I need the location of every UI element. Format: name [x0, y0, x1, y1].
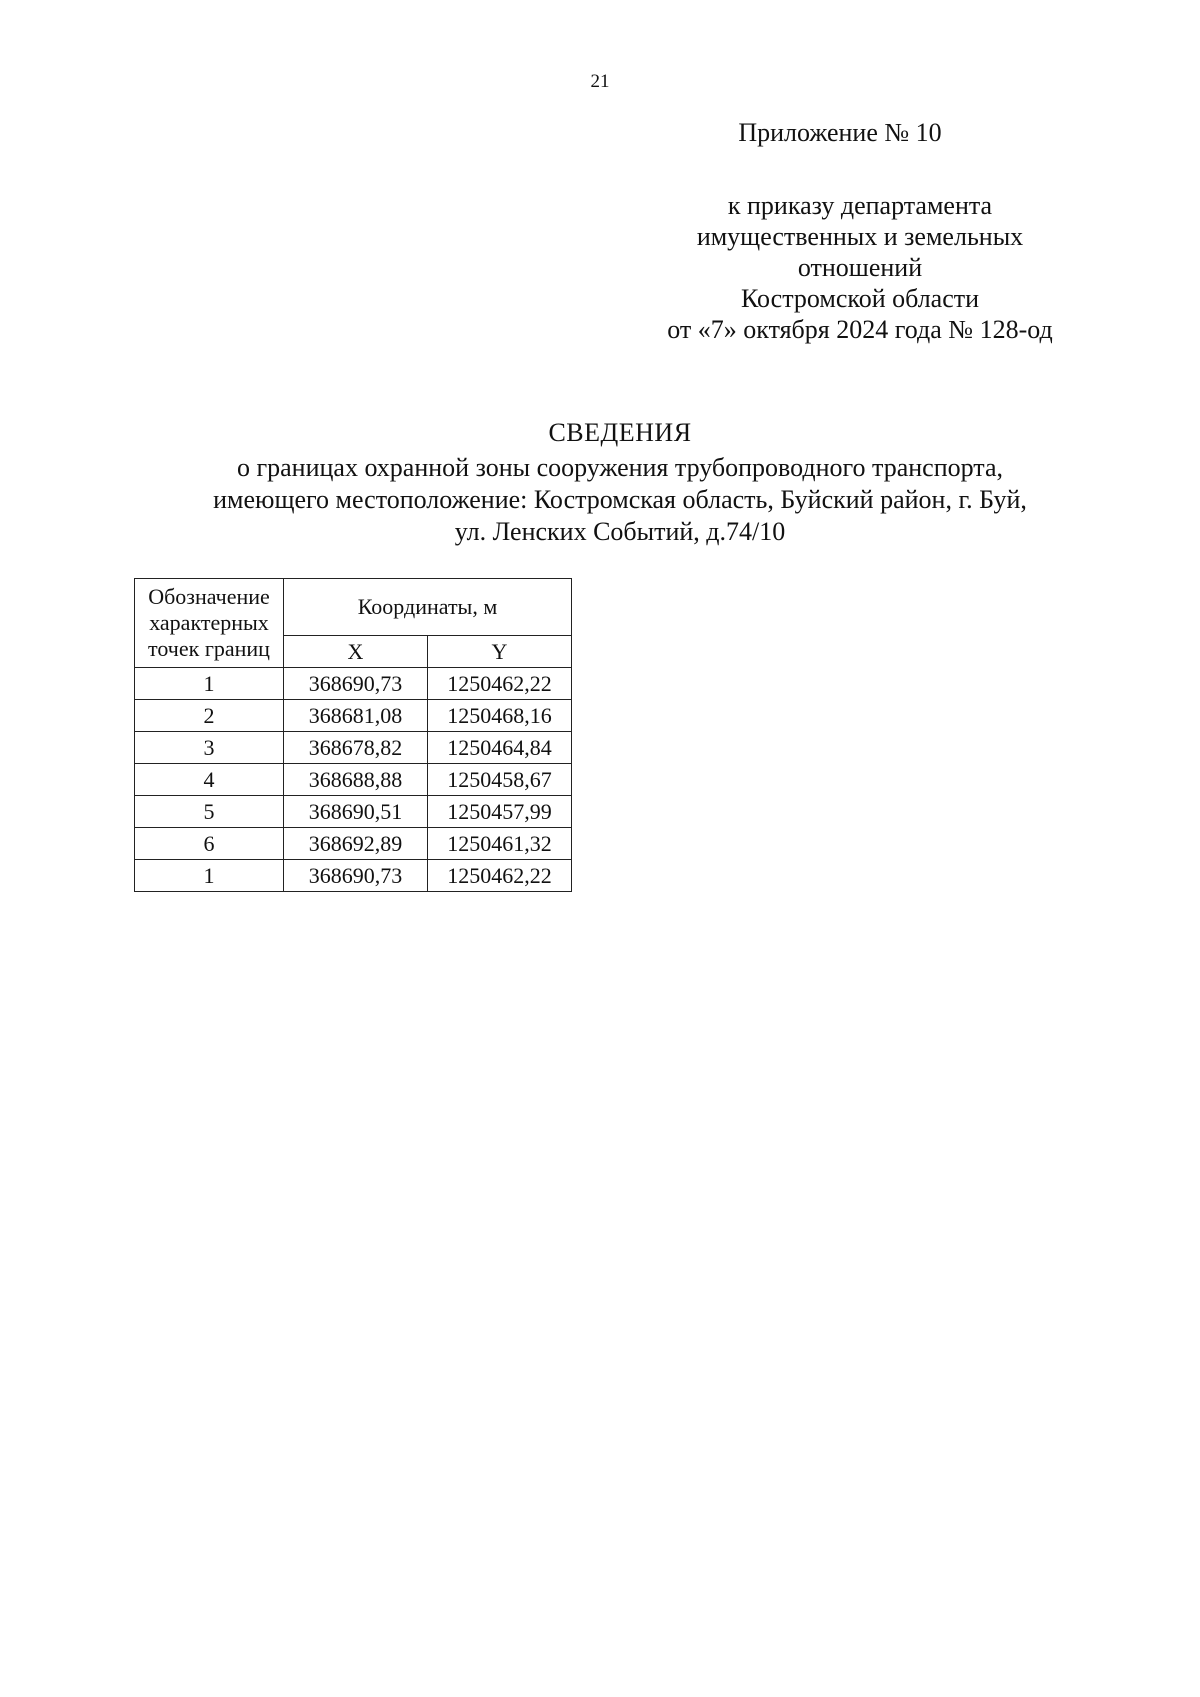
point-cell: 6	[135, 828, 284, 860]
page-number: 21	[590, 71, 610, 92]
document-subtitle	[0, 452, 1200, 548]
x-cell: 368690,73	[284, 860, 428, 892]
appendix-reference-line: от «7» октября 2024 года № 128-од	[667, 315, 1053, 344]
coordinates-table-body	[135, 668, 572, 892]
table-row	[135, 828, 572, 860]
x-cell: 368681,08	[284, 700, 428, 732]
appendix-title: Приложение № 10	[738, 118, 942, 147]
x-cell: 368690,51	[284, 796, 428, 828]
table-row	[135, 668, 572, 700]
appendix-reference-line: имущественных и земельных	[696, 222, 1024, 251]
coordinates-table-header	[135, 579, 572, 668]
point-cell: 5	[135, 796, 284, 828]
appendix-reference-line: отношений	[797, 253, 923, 282]
y-cell: 1250462,22	[428, 860, 572, 892]
table-row	[135, 764, 572, 796]
point-cell: 2	[135, 700, 284, 732]
document-subtitle-line: ул. Ленских Событий, д.74/10	[454, 517, 786, 546]
points-column-header	[135, 579, 284, 668]
points-header-line: точек границ	[148, 636, 270, 661]
points-header-line: Обозначение	[148, 584, 270, 609]
point-cell: 4	[135, 764, 284, 796]
x-cell: 368688,88	[284, 764, 428, 796]
y-column-header: Y	[428, 636, 572, 668]
y-cell: 1250462,22	[428, 668, 572, 700]
table-row	[135, 700, 572, 732]
appendix-reference-line: Костромской области	[740, 284, 980, 313]
appendix-reference	[640, 190, 1080, 345]
table-header-row	[135, 579, 572, 636]
point-cell: 1	[135, 668, 284, 700]
table-row	[135, 796, 572, 828]
y-cell: 1250464,84	[428, 732, 572, 764]
document-subtitle-line: о границах охранной зоны сооружения трубопроводного транспорта,	[236, 453, 1004, 482]
y-cell: 1250458,67	[428, 764, 572, 796]
point-cell: 3	[135, 732, 284, 764]
y-cell: 1250457,99	[428, 796, 572, 828]
x-cell: 368692,89	[284, 828, 428, 860]
point-cell: 1	[135, 860, 284, 892]
document-title: СВЕДЕНИЯ	[548, 418, 692, 447]
document-subtitle-line: имеющего местоположение: Костромская область, Буйский район, г. Буй,	[213, 485, 1027, 514]
coordinates-column-header: Координаты, м	[284, 579, 572, 636]
x-cell: 368678,82	[284, 732, 428, 764]
x-cell: 368690,73	[284, 668, 428, 700]
coordinates-table	[134, 578, 572, 892]
x-column-header: X	[284, 636, 428, 668]
y-cell: 1250461,32	[428, 828, 572, 860]
table-row	[135, 860, 572, 892]
table-row	[135, 732, 572, 764]
y-cell: 1250468,16	[428, 700, 572, 732]
points-header-line: характерных	[149, 610, 269, 635]
appendix-reference-line: к приказу департамента	[727, 191, 993, 220]
